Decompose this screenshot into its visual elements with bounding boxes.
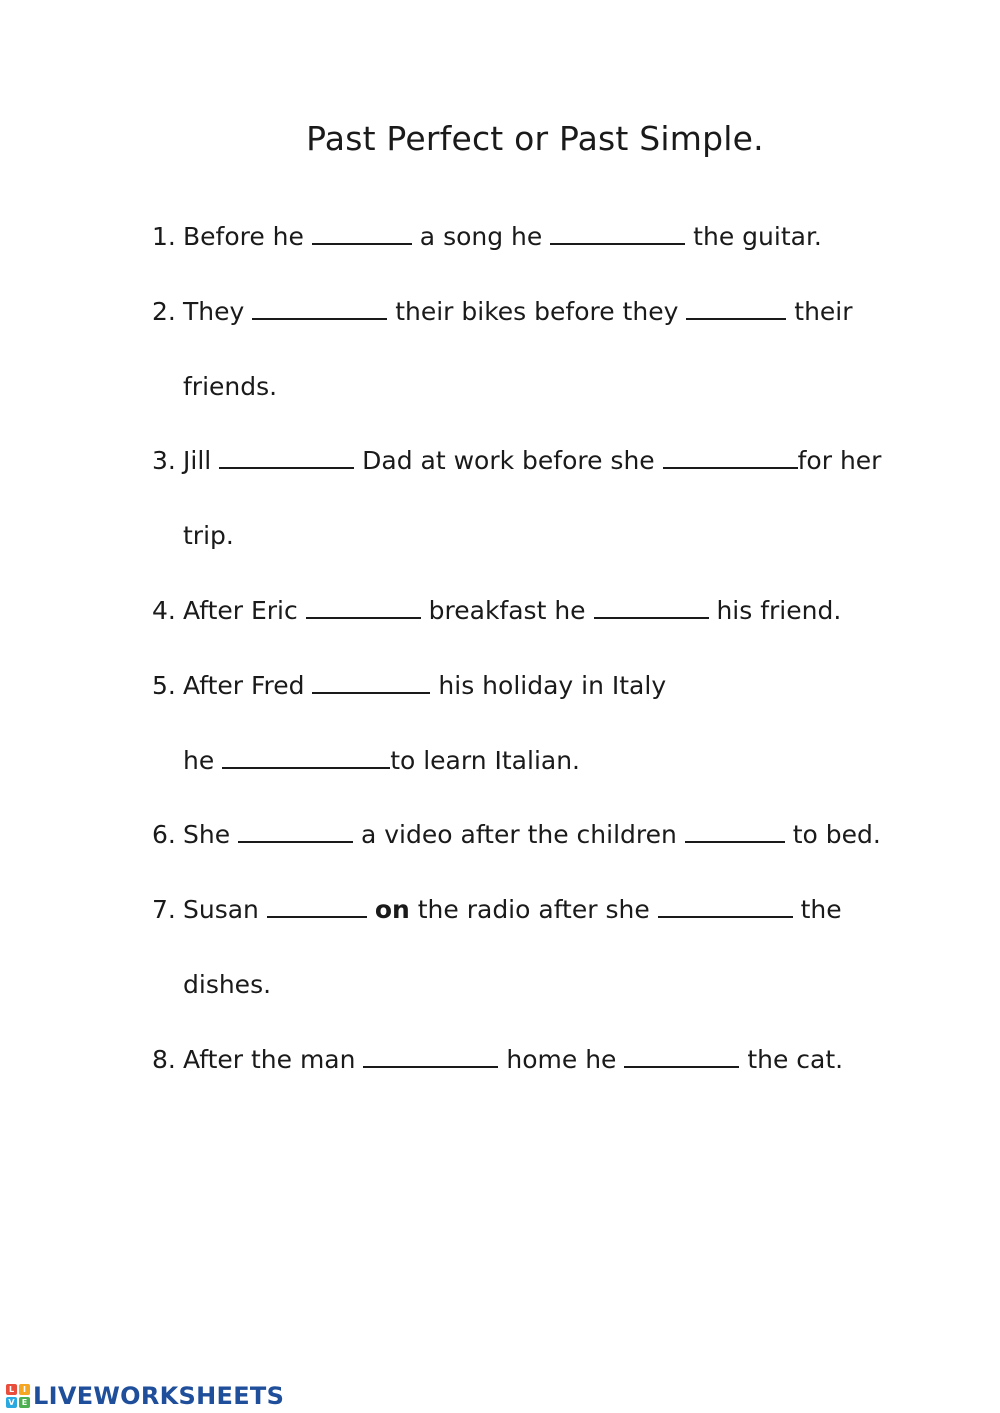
exercise-item	[152, 594, 841, 628]
item-number: 3.	[152, 446, 176, 476]
sentence-text: to learn Italian.	[390, 745, 581, 775]
answer-blank[interactable]	[363, 1044, 498, 1068]
sentence-text: his holiday in Italy	[430, 670, 667, 700]
exercise-item-continuation	[183, 519, 234, 553]
exercise-item	[152, 220, 822, 254]
answer-blank[interactable]	[594, 595, 709, 619]
item-number: 6.	[152, 820, 176, 850]
sentence-text: the guitar.	[685, 222, 822, 251]
exercise-item	[152, 295, 853, 329]
answer-blank[interactable]	[312, 221, 412, 245]
exercise-item-continuation	[183, 370, 277, 404]
sentence-text: After Eric	[183, 596, 306, 625]
exercise-item	[152, 1043, 843, 1077]
answer-blank[interactable]	[624, 1044, 739, 1068]
sentence-text: Dad at work before she	[354, 446, 663, 476]
sentence-text: he	[183, 745, 223, 775]
answer-blank[interactable]	[252, 296, 387, 320]
logo-mark-cell: L	[6, 1384, 17, 1395]
sentence-text: Before he	[183, 222, 312, 251]
answer-blank[interactable]	[238, 819, 353, 843]
answer-blank[interactable]	[267, 894, 367, 918]
sentence-text: his friend.	[708, 596, 842, 625]
sentence-text: Jill	[183, 446, 220, 476]
exercise-item	[152, 444, 881, 478]
sentence-text: a song he	[411, 222, 551, 251]
item-number: 4.	[152, 596, 176, 625]
answer-blank[interactable]	[550, 221, 685, 245]
sentence-text: the	[792, 895, 842, 925]
item-number: 7.	[152, 895, 176, 925]
sentence-text: trip.	[183, 521, 234, 551]
exercise-item	[152, 818, 881, 852]
answer-blank[interactable]	[658, 894, 793, 918]
sentence-text: After Fred	[183, 670, 313, 700]
logo-mark-icon	[6, 1384, 30, 1408]
item-number: 8.	[152, 1044, 176, 1074]
answer-blank[interactable]	[312, 670, 430, 694]
sentence-text	[367, 895, 375, 924]
sentence-text: breakfast he	[420, 596, 594, 625]
sentence-text: After the man	[183, 1044, 364, 1074]
sentence-text: for her	[797, 446, 882, 476]
answer-blank[interactable]	[685, 819, 785, 843]
exercise-item-continuation	[183, 968, 271, 1002]
logo-mark-cell: V	[6, 1397, 17, 1408]
answer-blank[interactable]	[219, 445, 354, 469]
item-number: 2.	[152, 296, 176, 326]
liveworksheets-logo	[6, 1380, 284, 1412]
sentence-text: to bed.	[784, 820, 881, 850]
sentence-text: friends.	[183, 371, 278, 401]
answer-blank[interactable]	[306, 595, 421, 619]
answer-blank[interactable]	[222, 745, 390, 769]
sentence-text: dishes.	[183, 970, 272, 999]
sentence-text: She	[183, 820, 239, 850]
sentence-text: Susan	[183, 895, 267, 925]
answer-blank[interactable]	[686, 296, 786, 320]
item-number: 1.	[152, 222, 176, 251]
logo-text: LIVEWORKSHEETS	[33, 1382, 285, 1410]
sentence-text: the radio after she	[409, 895, 658, 925]
sentence-text: home he	[498, 1044, 625, 1074]
item-number: 5.	[152, 670, 176, 700]
sentence-text: They	[183, 296, 253, 326]
logo-mark-cell: E	[19, 1397, 30, 1408]
sentence-text: a video after the children	[353, 820, 685, 850]
answer-blank[interactable]	[663, 445, 798, 469]
bold-word: on	[374, 895, 410, 925]
sentence-text: their	[786, 296, 853, 326]
page-title: Past Perfect or Past Simple.	[306, 119, 764, 159]
exercise-item-continuation	[183, 744, 580, 778]
exercise-item	[152, 893, 842, 927]
exercise-item	[152, 669, 666, 703]
logo-mark-cell: I	[19, 1384, 30, 1395]
sentence-text: the cat.	[739, 1044, 844, 1074]
sentence-text: their bikes before they	[387, 296, 687, 326]
